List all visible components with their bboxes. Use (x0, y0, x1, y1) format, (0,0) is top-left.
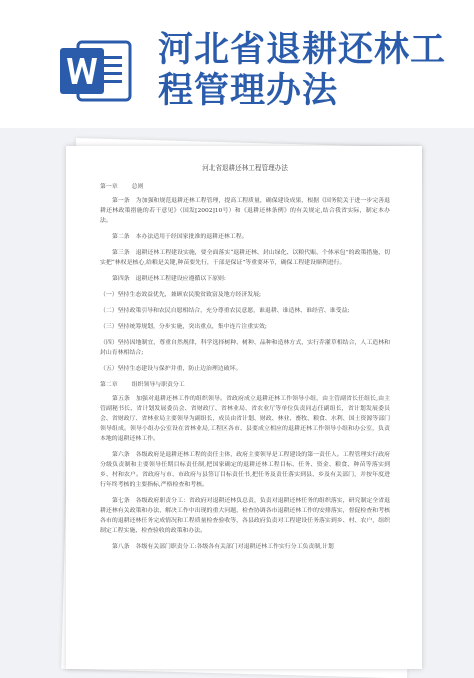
list-item: （二）坚持政策引导和农民自愿相结合，充分尊重农民意愿，谁退耕、谁造林、谁经营、谁受益; (100, 308, 350, 314)
chapter-heading (100, 182, 390, 192)
document-page (66, 146, 422, 669)
article-paragraph: 第六条 各级政府是退耕还林工程的责任主体，政府主要领导是工程建设的第一责任人。工程管理实行政府分级负责制和主要领导任期目标责任制,把国家确定的退耕还林工程目标、任务、资金、粮食、种苗等落实到乡、村和农户。省政府与市、市政府与县签订目标责任书,把任务及责任落实到县、乡及有关部门，并按年度进行年终考核的主要指标,严格检查和考核。 (100, 452, 390, 488)
list-item: （三）坚持统筹规划，分步实施，突出重点，集中连片注重实效; (100, 324, 267, 330)
chapter-number: 第二章 (100, 382, 118, 388)
list-item: （四）坚持因地制宜，尊重自然规律，科学选择树种、树种、品种和造林方式，实行乔灌草相结合，人工造林和封山育林相结合; (100, 340, 390, 356)
document-heading (158, 30, 458, 112)
chapter-title: 组织领导与职责分工 (131, 382, 185, 388)
chapter-title: 总则 (131, 184, 144, 190)
heading-line-1: 河北省退耕还林工 (158, 30, 447, 70)
chapter-number: 第一章 (100, 184, 118, 190)
article-paragraph: 第七条 各级政府职责分工：省政府对退耕还林负总责，负责对退耕还林任务的组织落实，研究制定全省退耕还林有关政策和办法，解决工作中出现的重大问题，检查协调各市退耕还林工作的安排落实，督促检查和考核各市的退耕还林任务完成情况和工程质量检查验收等，各县政府负责对工程建设任务落实到乡、村、农户，组织制定工程实施、检查验收的政策和办法。 (100, 498, 390, 534)
chapter-heading (100, 380, 390, 390)
article-paragraph: 第三条 退耕还林工程建设实施，要全面落实“退耕还林、封山绿化、以粮代赈、个体承包”的政策措施，切实把“林权是核心,给粮是关键,种苗要先行，干部是保证”等重要环节，确保工程建设顺利进行。 (100, 250, 390, 266)
article-paragraph: 第一条 为加强和规范退耕还林工程管理，提高工程质量，确保建设成果，根据《国务院关于进一步完善退耕还林政策措施的若干意见》（国发[2002]10号）和《退耕还林条例》的有关规定,结合我省实际，制定本办法。 (100, 198, 390, 224)
word-document-icon (60, 38, 132, 104)
article-paragraph: 第二条 本办法适用于经国家批准的退耕还林工程。 (112, 234, 248, 240)
header-banner (0, 0, 474, 128)
heading-line-2: 程管理办法 (158, 71, 339, 111)
document-preview (66, 146, 422, 669)
page-title: 河北省退耕还林工程管理办法 (202, 164, 288, 172)
article-paragraph: 第四条 退耕还林工程建设应遵循以下原则: (112, 276, 226, 282)
list-item: （一）坚持生态效益优先，兼顾农民脱贫致富及地方经济发展; (100, 292, 262, 298)
page-content (100, 162, 390, 558)
article-paragraph: 第八条 各级有关部门职责分工:各级各有关部门对退耕还林工作实行分工负责制,计划 (112, 544, 334, 550)
list-item: （五）坚持生态建设与保护并重，防止边治理边破坏。 (100, 366, 242, 372)
article-paragraph: 第五条 加强对退耕还林工作的组织领导。省政府成立退耕还林工作领导小组，由主管副省长任组长,由主管副秘书长、省计划发展委员会、省财政厅、省林业局、省农业厅等单位负责同志任副组长，省计划发展委员会、省财政厅、省林业局主要领导为副组长，成员由省计划、财政、林业、畜牧、粮食、水利、国土资源等部门领导组成。领导小组办公室设在省林业局,工程区各市、县要成立相应的退耕还林工作领导小组和办公室，负责本地的退耕还林工作。 (100, 396, 390, 442)
